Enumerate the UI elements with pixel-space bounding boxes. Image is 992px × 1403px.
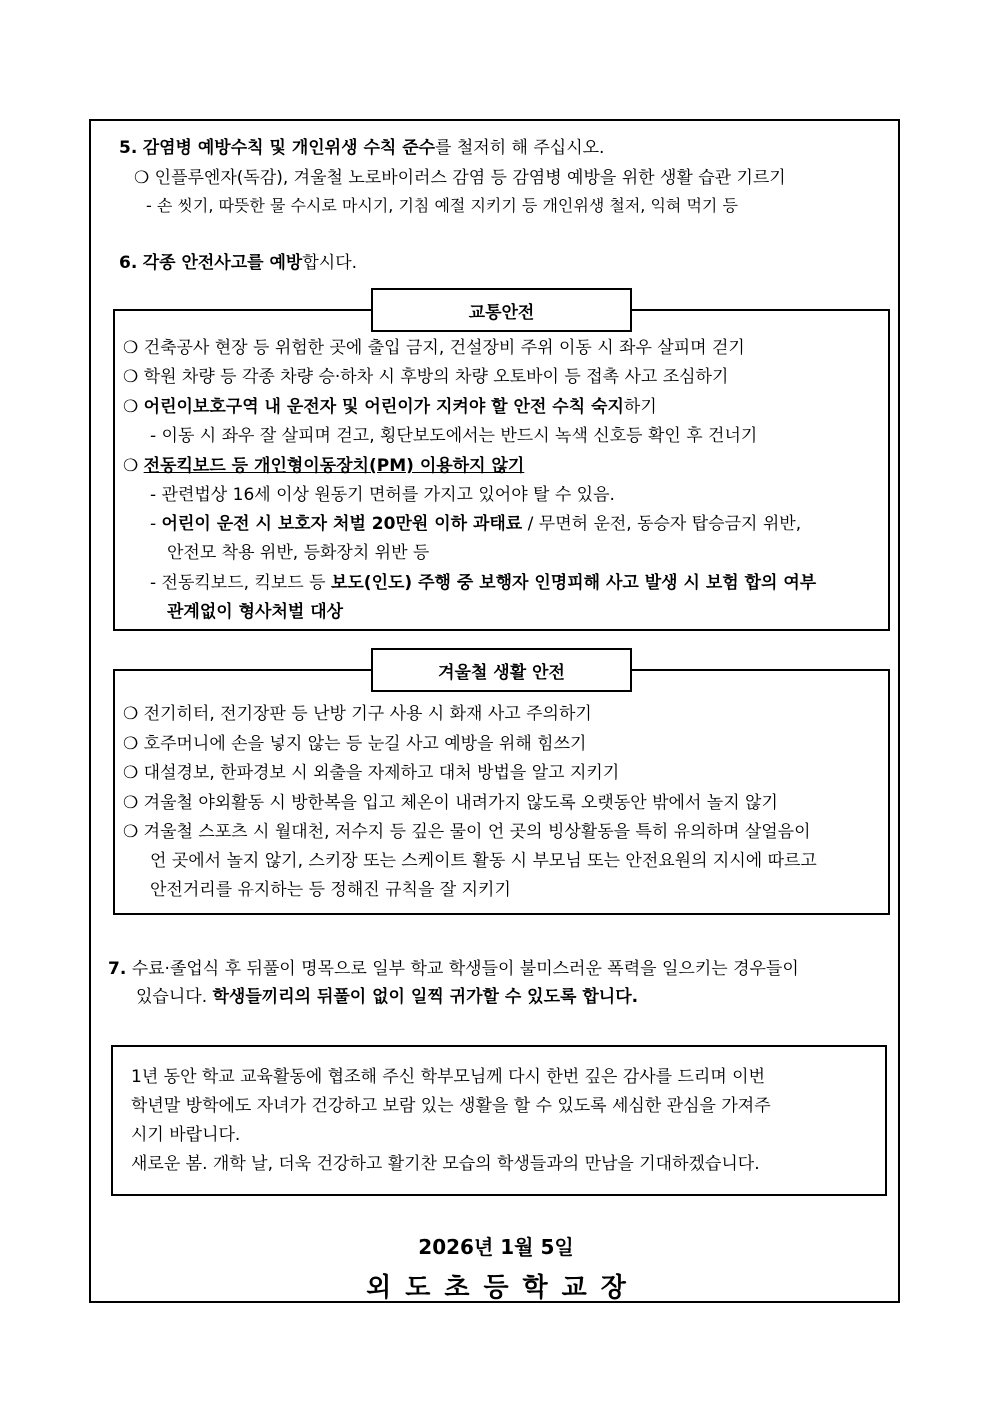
closing-line-2: 학년말 방학에도 자녀가 건강하고 보람 있는 생활을 할 수 있도록 세심한 관심을 가져주 <box>131 1096 771 1116</box>
traffic-safety-label: 교통안전 <box>371 288 632 332</box>
winter-bullet-2: ❍ 호주머니에 손을 넣지 않는 등 눈길 사고 예방을 위해 힘쓰기 <box>123 734 587 754</box>
section-6-heading: 6. 각종 안전사고를 예방합시다. <box>119 253 358 273</box>
bullet-icon: ❍ <box>123 367 139 387</box>
winter-bullet-1: ❍ 전기히터, 전기장판 등 난방 기구 사용 시 화재 사고 주의하기 <box>123 704 592 724</box>
section-7-line-1: 7. 수료·졸업식 후 뒤풀이 명목으로 일부 학교 학생들이 불미스러운 폭력을 일으키는 경우들이 <box>108 959 799 979</box>
bullet-icon: ❍ <box>123 704 139 724</box>
closing-line-3: 시기 바랍니다. <box>131 1125 241 1145</box>
winter-bullet-5: ❍ 겨울철 스포츠 시 월대천, 저수지 등 깊은 물이 언 곳의 빙상활동을 특히 유의하며 살얼음이 <box>123 822 811 842</box>
bullet-icon: ❍ <box>123 822 139 842</box>
traffic-bullet-3: ❍ 어린이보호구역 내 운전자 및 어린이가 지켜야 할 안전 수칙 숙지하기 <box>123 397 657 417</box>
bullet-icon: ❍ <box>123 793 139 813</box>
traffic-bullet-1: ❍ 건축공사 현장 등 위험한 곳에 출입 금지, 건설장비 주위 이동 시 좌우 살피며 걷기 <box>123 338 745 358</box>
traffic-bullet-4-sub-1: - 관련법상 16세 이상 원동기 면허를 가지고 있어야 탈 수 있음. <box>150 485 615 505</box>
closing-line-4: 새로운 봄. 개학 날, 더욱 건강하고 활기찬 모습의 학생들과의 만남을 기대하겠습니다. <box>131 1154 760 1174</box>
bullet-icon: ❍ <box>123 456 139 476</box>
bullet-icon: ❍ <box>123 734 139 754</box>
winter-bullet-3: ❍ 대설경보, 한파경보 시 외출을 자제하고 대처 방법을 알고 지키기 <box>123 763 620 783</box>
section-5-sub: - 손 씻기, 따뜻한 물 수시로 마시기, 기침 예절 지키기 등 개인위생 철저, 익혀 먹기 등 <box>146 196 738 215</box>
section-5-heading: 5. 감염병 예방수칙 및 개인위생 수칙 준수를 철저히 해 주십시오. <box>119 138 605 158</box>
section-5-bullet: ❍ 인플루엔자(독감), 겨울철 노로바이러스 감염 등 감염병 예방을 위한 생활 습관 기르기 <box>134 168 786 188</box>
closing-line-1: 1년 동안 학교 교육활동에 협조해 주신 학부모님께 다시 한번 깊은 감사를 드리며 이번 <box>131 1067 766 1087</box>
winter-bullet-5-cont-1: 언 곳에서 놀지 않기, 스키장 또는 스케이트 활동 시 부모님 또는 안전요원의 지시에 따르고 <box>150 851 817 871</box>
traffic-bullet-2: ❍ 학원 차량 등 각종 차량 승·하차 시 후방의 차량 오토바이 등 접촉 사고 조심하기 <box>123 367 729 387</box>
bullet-icon: ❍ <box>134 168 150 188</box>
bullet-icon: ❍ <box>123 397 139 417</box>
bullet-icon: ❍ <box>123 763 139 783</box>
principal-signature: 외도초등학교장 <box>366 1273 640 1303</box>
traffic-bullet-4-sub-2: - 어린이 운전 시 보호자 처벌 20만원 이하 과태료 / 무면허 운전, 동승자 탑승금지 위반, <box>150 514 802 534</box>
document-date: 2026년 1월 5일 <box>418 1235 574 1259</box>
traffic-bullet-3-sub: - 이동 시 좌우 잘 살피며 걷고, 횡단보도에서는 반드시 녹색 신호등 확인 후 건너기 <box>150 426 758 446</box>
section-7-line-2: 있습니다. 학생들끼리의 뒤풀이 없이 일찍 귀가할 수 있도록 합니다. <box>136 987 639 1007</box>
traffic-bullet-4: ❍ 전동킥보드 등 개인형이동장치(PM) 이용하지 않기 <box>123 456 525 476</box>
traffic-bullet-4-sub-3-cont: 관계없이 형사처벌 대상 <box>167 602 344 622</box>
winter-bullet-5-cont-2: 안전거리를 유지하는 등 정해진 규칙을 잘 지키기 <box>150 880 511 900</box>
winter-bullet-4: ❍ 겨울철 야외활동 시 방한복을 입고 체온이 내려가지 않도록 오랫동안 밖에서 놀지 않기 <box>123 793 778 813</box>
winter-safety-label: 겨울철 생활 안전 <box>371 648 632 692</box>
bullet-icon: ❍ <box>123 338 139 358</box>
traffic-bullet-4-sub-3: - 전동킥보드, 킥보드 등 보도(인도) 주행 중 보행자 인명피해 사고 발생 시 보험 합의 여부 <box>150 573 817 593</box>
traffic-bullet-4-sub-2-cont: 안전모 착용 위반, 등화장치 위반 등 <box>167 543 430 563</box>
